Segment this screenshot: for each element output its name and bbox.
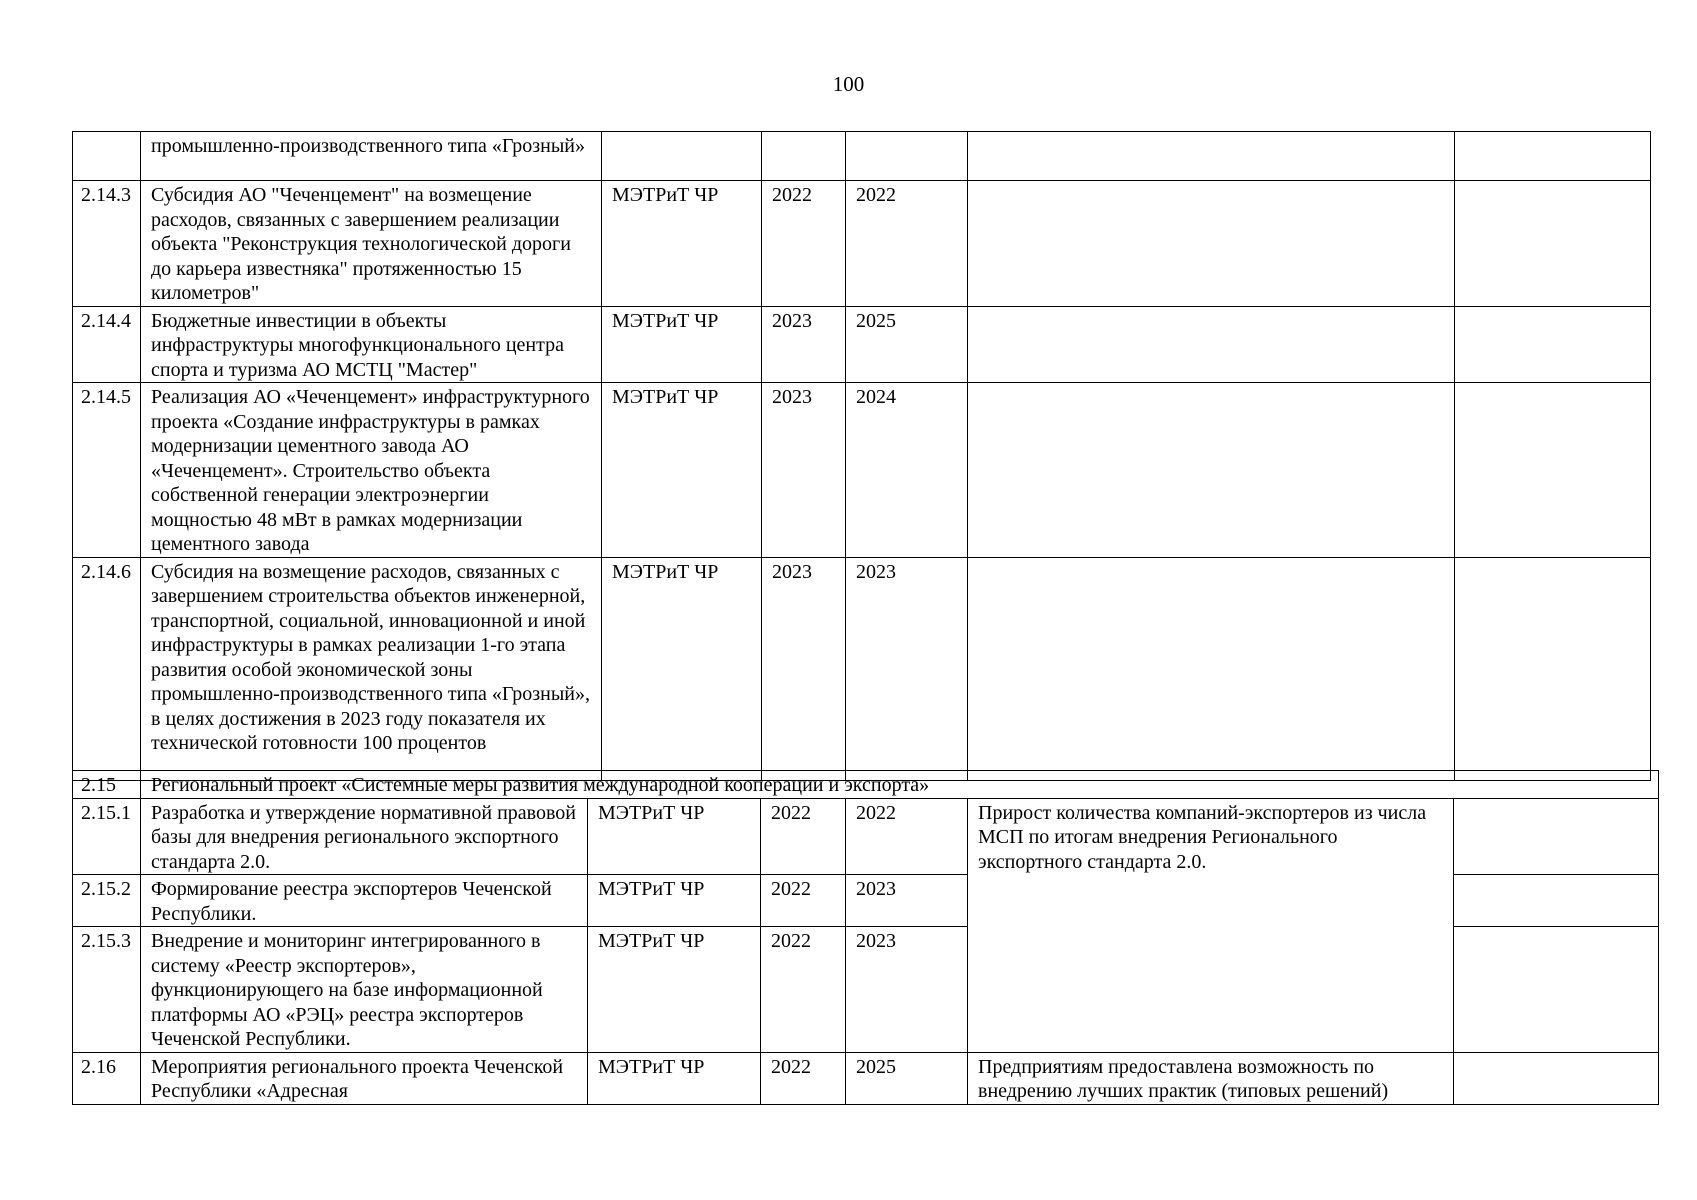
responsible: МЭТРиТ ЧР (588, 1052, 761, 1104)
measure-name: Субсидия на возмещение расходов, связанных с завершением строительства объектов инженерной, транспортной, социальной, инновационной и иной инфраструктуры в рамках реализации 1-го этапа развития особой экономической зоны промышленно-производственного типа «Грозный», в целях достижения в 2023 году показателя их технической готовности 100 процентов (141, 557, 602, 780)
start-year: 2022 (761, 798, 846, 875)
start-year: 2022 (761, 875, 846, 927)
section-number: 2.15 (73, 771, 141, 799)
measures-table-bottom (72, 770, 1659, 1105)
measure-name: Бюджетные инвестиции в объекты инфраструктуры многофункционального центра спорта и туризма АО МСТЦ "Мастер" (141, 306, 602, 383)
expected-result (968, 383, 1455, 558)
extra-cell (1455, 383, 1651, 558)
table-row (73, 1052, 1659, 1104)
responsible: МЭТРиТ ЧР (588, 927, 761, 1053)
row-number: 2.15.1 (73, 798, 141, 875)
section-row (73, 771, 1659, 799)
end-year: 2023 (846, 875, 968, 927)
expected-result (968, 181, 1455, 307)
end-year: 2025 (846, 306, 968, 383)
measure-name: промышленно-производственного типа «Грозный» (141, 132, 602, 181)
expected-result: Прирост количества компаний-экспортеров из числа МСП по итогам внедрения Регионального экспортного стандарта 2.0. (968, 798, 1454, 1052)
responsible (602, 132, 762, 181)
measure-name: Внедрение и мониторинг интегрированного в систему «Реестр экспортеров», функционирующего на базе информационной платформы АО «РЭЦ» реестра экспортеров Чеченской Республики. (141, 927, 588, 1053)
start-year: 2022 (761, 1052, 846, 1104)
row-number: 2.14.5 (73, 383, 141, 558)
start-year: 2023 (762, 383, 846, 558)
end-year: 2024 (846, 383, 968, 558)
responsible: МЭТРиТ ЧР (602, 181, 762, 307)
row-number (73, 132, 141, 181)
extra-cell (1454, 875, 1659, 927)
section-title: Региональный проект «Системные меры развития международной кооперации и экспорта» (141, 771, 1659, 799)
row-number: 2.14.4 (73, 306, 141, 383)
expected-result (968, 306, 1455, 383)
end-year: 2025 (846, 1052, 968, 1104)
table-row (73, 306, 1651, 383)
extra-cell (1454, 927, 1659, 1053)
extra-cell (1454, 1052, 1659, 1104)
extra-cell (1455, 306, 1651, 383)
start-year (762, 132, 846, 181)
row-number: 2.15.2 (73, 875, 141, 927)
start-year: 2022 (761, 927, 846, 1053)
start-year: 2023 (762, 557, 846, 780)
row-number: 2.14.6 (73, 557, 141, 780)
responsible: МЭТРиТ ЧР (588, 798, 761, 875)
start-year: 2023 (762, 306, 846, 383)
page-number: 100 (832, 72, 865, 96)
extra-cell (1455, 132, 1651, 181)
measure-name: Субсидия АО "Чеченцемент" на возмещение расходов, связанных с завершением реализации объекта "Реконструкция технологической дороги до карьера известняка" протяженностью 15 километров" (141, 181, 602, 307)
measure-name: Формирование реестра экспортеров Чеченской Республики. (141, 875, 588, 927)
end-year (846, 132, 968, 181)
table-row (73, 798, 1659, 875)
extra-cell (1455, 557, 1651, 780)
expected-result (968, 132, 1455, 181)
extra-cell (1455, 181, 1651, 307)
table-row (73, 557, 1651, 780)
measure-name: Мероприятия регионального проекта Чеченской Республики «Адресная (141, 1052, 588, 1104)
responsible: МЭТРиТ ЧР (602, 306, 762, 383)
responsible: МЭТРиТ ЧР (588, 875, 761, 927)
expected-result (968, 557, 1455, 780)
table-row (73, 181, 1651, 307)
responsible: МЭТРиТ ЧР (602, 557, 762, 780)
measure-name: Реализация АО «Чеченцемент» инфраструктурного проекта «Создание инфраструктуры в рамках модернизации цементного завода АО «Чеченцемент». Строительство объекта собственной генерации электроэнергии мощностью 48 мВт в рамках модернизации цементного завода (141, 383, 602, 558)
expected-result: Предприятиям предоставлена возможность по внедрению лучших практик (типовых решений) (968, 1052, 1454, 1104)
row-number: 2.14.3 (73, 181, 141, 307)
measures-table-top (72, 131, 1651, 781)
row-number: 2.15.3 (73, 927, 141, 1053)
measure-name: Разработка и утверждение нормативной правовой базы для внедрения регионального экспортного стандарта 2.0. (141, 798, 588, 875)
extra-cell (1454, 798, 1659, 875)
start-year: 2022 (762, 181, 846, 307)
end-year: 2022 (846, 181, 968, 307)
end-year: 2023 (846, 557, 968, 780)
row-number: 2.16 (73, 1052, 141, 1104)
table-row (73, 383, 1651, 558)
end-year: 2023 (846, 927, 968, 1053)
table-row (73, 132, 1651, 181)
responsible: МЭТРиТ ЧР (602, 383, 762, 558)
end-year: 2022 (846, 798, 968, 875)
